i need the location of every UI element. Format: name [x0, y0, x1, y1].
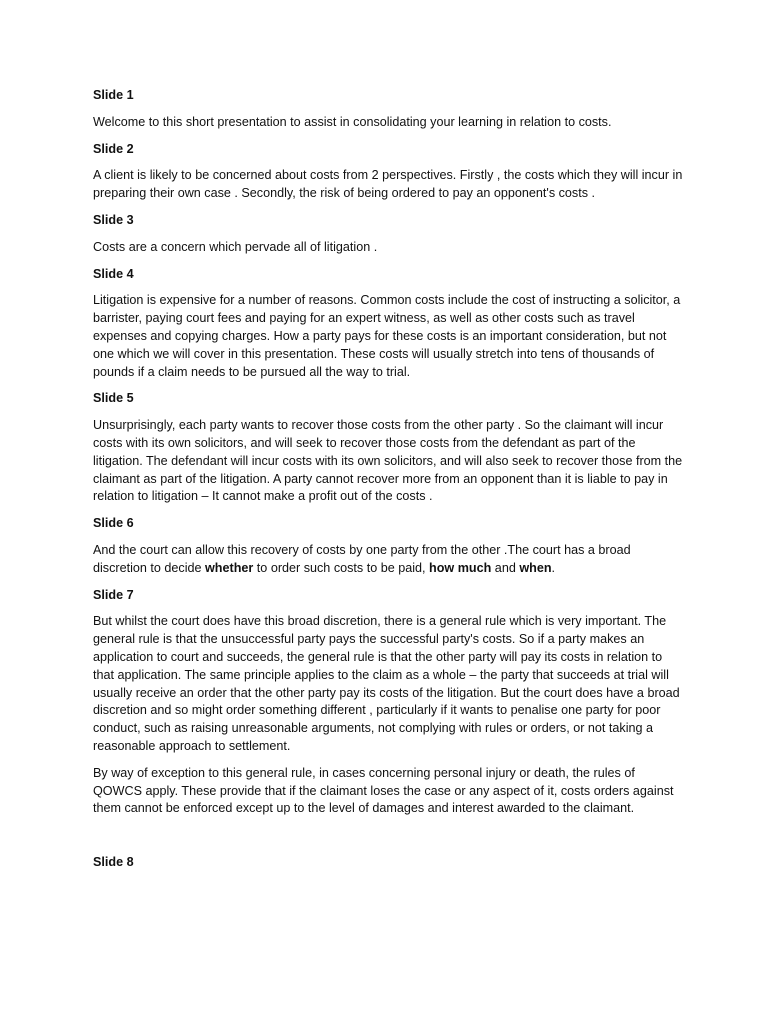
slide-5-paragraph: Unsurprisingly, each party wants to recover those costs from the other party . So the claimant will incur costs with its own solicitors, and will seek to recover those costs from the defendant as part of the litigation. The defendant will incur costs with its own solicitors, and will also seek to recover those from the claimant as part of the litigation. A party cannot recover more from an opponent than it is liable to pay in relation to litigation – It cannot make a profit out of the costs . [93, 418, 683, 504]
slide-2-heading: Slide 2 [93, 141, 134, 156]
slide-1-paragraph: Welcome to this short presentation to assist in consolidating your learning in relation to costs. [93, 114, 612, 129]
slide-3-paragraph: Costs are a concern which pervade all of litigation . [93, 239, 378, 254]
slide-4-paragraph: Litigation is expensive for a number of reasons. Common costs include the cost of instructing a solicitor, a barrister, paying court fees and paying for an expert witness, as well as other costs such as travel expenses and copying charges. How a party pays for these costs is an important consideration, but not one which we will cover in this presentation. These costs will usually stretch into tens of thousands of pounds if a claim needs to be pursued all the way to trial. [93, 293, 681, 379]
slide-6-text-a: And the court can allow this recovery of costs by one party from the other .The court has a broad discretion to decide [93, 542, 631, 575]
slide-6-paragraph [93, 542, 683, 578]
slide-2-paragraph: A client is likely to be concerned about costs from 2 perspectives. Firstly , the costs which they will incur in preparing their own case . Secondly, the risk of being ordered to pay an opponent's costs . [93, 168, 683, 201]
blank-line [93, 827, 683, 854]
slide-6-bold-how-much: how much [429, 560, 492, 575]
slide-6-bold-when: when [519, 560, 552, 575]
slide-7-heading: Slide 7 [93, 587, 134, 602]
slide-6-heading: Slide 6 [93, 516, 134, 531]
slide-6-bold-whether: whether [205, 560, 254, 575]
slide-7-paragraph-2: By way of exception to this general rule, in cases concerning personal injury or death, the rules of QOWCS apply. These provide that if the claimant loses the case or any aspect of it, costs orders against them cannot be enforced except up to the level of damages and interest awarded to the claimant. [93, 765, 674, 816]
slide-8-heading: Slide 8 [93, 855, 134, 870]
slide-5-heading: Slide 5 [93, 391, 134, 406]
document-body [93, 87, 683, 881]
slide-7-paragraph-1: But whilst the court does have this broad discretion, there is a general rule which is very important. The general rule is that the unsuccessful party pays the successful party's costs. So if a party makes an application to court and succeeds, the general rule is that the other party will pay its costs in relation to that application. The same principle applies to the claim as a whole – the party that succeeds at trial will usually receive an order that the other party pay its costs of the litigation. But the court does have a broad discretion and so might order something different , particularly if it wants to penalise one party for poor conduct, such as raising unreasonable arguments, not complying with rules or orders, or not taking a reasonable approach to settlement. [93, 614, 680, 753]
slide-4-heading: Slide 4 [93, 266, 134, 281]
slide-6-text-e: and [491, 560, 520, 575]
slide-6-text-g: . [551, 560, 556, 575]
slide-1-heading: Slide 1 [93, 88, 134, 102]
slide-6-text-c: to order such costs to be paid, [253, 560, 430, 575]
slide-3-heading: Slide 3 [93, 212, 134, 227]
